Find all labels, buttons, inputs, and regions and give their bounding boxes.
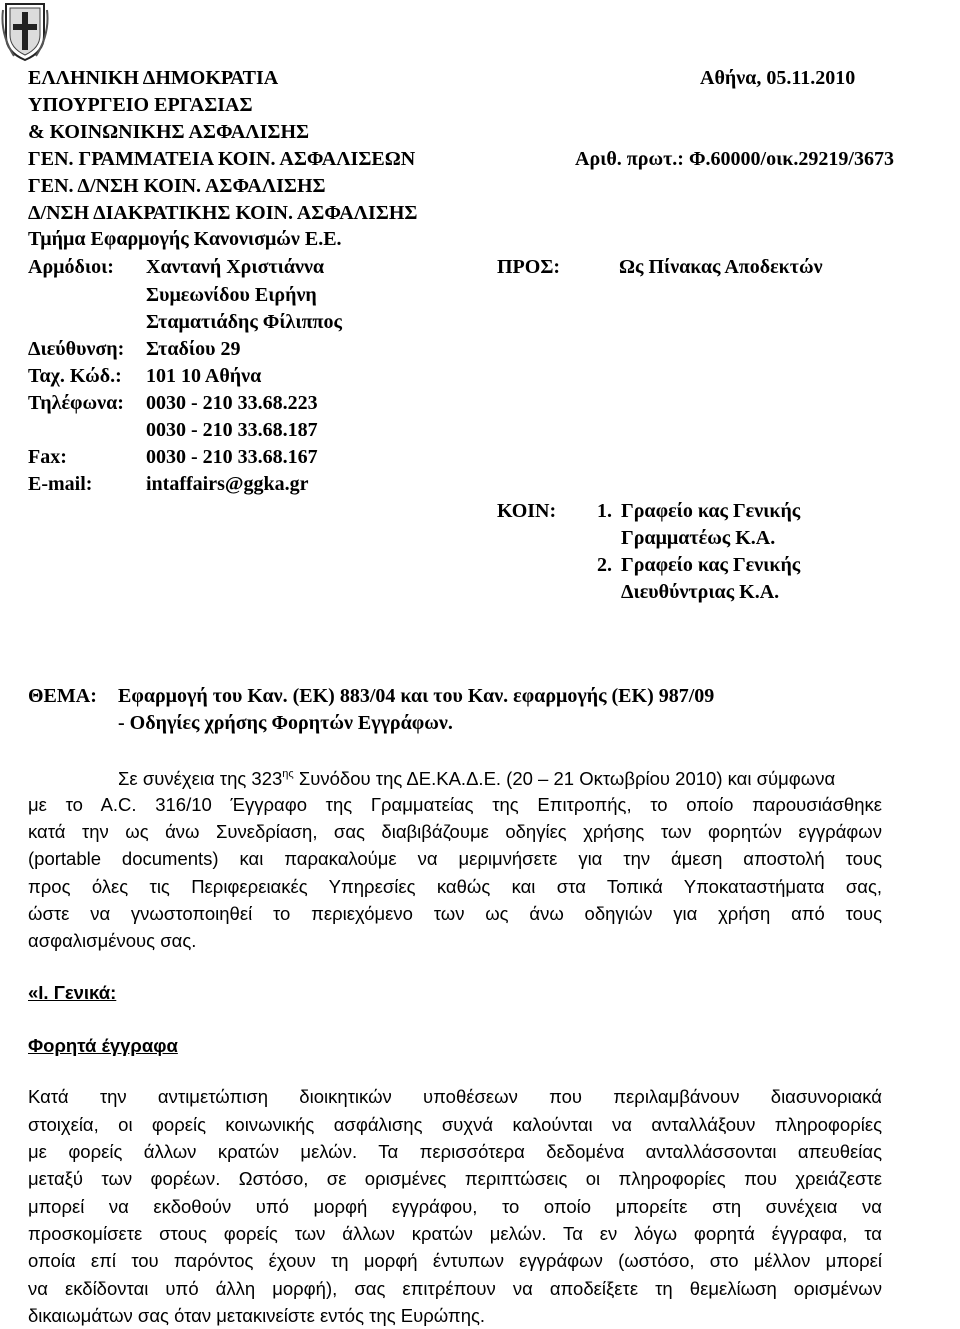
postal-value: 101 10 Αθήνα (146, 365, 262, 387)
protocol-number: Αριθ. πρωτ.: Φ.60000/οικ.29219/3673 (575, 148, 894, 170)
cc-item-number: 2. (597, 554, 612, 576)
cc-item-line: Γραφείο κας Γενικής (621, 554, 801, 576)
intro-superscript: ης (282, 768, 294, 780)
fax-value: 0030 - 210 33.68.167 (146, 446, 318, 468)
cc-item-number: 1. (597, 500, 612, 522)
paragraph-line: να εκδίδονται υπό άλλη μορφή), σας επιτρέπουν να αποδείξετε τη θεμελίωση ορισμένων (28, 1278, 882, 1299)
address-label: Διεύθυνση: (28, 338, 125, 360)
phone-number: 0030 - 210 33.68.223 (146, 392, 318, 414)
paragraph-line: με φορείς άλλων κρατών μελών. Τα περισσότερα δεδομένα ανταλλάσσονται απευθείας (28, 1141, 882, 1162)
header-line: ΥΠΟΥΡΓΕΙΟ ΕΡΓΑΣΙΑΣ (28, 94, 253, 116)
header-line: ΓΕΝ. Δ/ΝΣΗ ΚΟΙΝ. ΑΣΦΑΛΙΣΗΣ (28, 175, 326, 197)
cc-item-line: Γραφείο κας Γενικής (621, 500, 801, 522)
paragraph-line: ώστε να γνωστοποιηθεί το περιεχόμενο των ως άνω οδηγιών για χρήση από τους (28, 903, 882, 924)
email-link[interactable]: intaffairs@ggka.gr (146, 473, 309, 495)
fax-label: Fax: (28, 446, 67, 468)
to-value: Ως Πίνακας Αποδεκτών (619, 256, 823, 278)
email-label: E-mail: (28, 473, 93, 495)
phone-number: 0030 - 210 33.68.187 (146, 419, 318, 441)
header-line: & ΚΟΙΝΩΝΙΚΗΣ ΑΣΦΑΛΙΣΗΣ (28, 121, 310, 143)
subject-line: Εφαρμογή του Καν. (ΕΚ) 883/04 και του Καν. εφαρμογής (ΕΚ) 987/09 (118, 685, 715, 707)
greek-emblem-icon (0, 0, 50, 64)
responsible-name: Χαντανή Χριστιάννα (146, 256, 325, 278)
subject-label: ΘΕΜΑ: (28, 685, 97, 707)
intro-text-end: Συνόδου της ΔΕ.ΚΑ.Δ.Ε. (20 – 21 Οκτωβρίου 2010) και σύμφωνα (293, 768, 836, 789)
subject-line: - Οδηγίες χρήσης Φορητών Εγγράφων. (118, 712, 453, 734)
paragraph-line: δικαιωμάτων σας όταν μετακινείστε εντός της Ευρώπης. (28, 1305, 486, 1326)
paragraph-line: προσκομίσετε στους φορείς των άλλων κρατών μελών. Τα εν λόγω φορητά έγγραφα, τα (28, 1223, 882, 1244)
header-line: Δ/ΝΣΗ ΔΙΑΚΡΑΤΙΚΗΣ ΚΟΙΝ. ΑΣΦΑΛΙΣΗΣ (28, 202, 418, 224)
paragraph-line: προς όλες τις Περιφερειακές Υπηρεσίες καθώς και στα Τοπικά Υποκαταστήματα σας, (28, 876, 882, 897)
cc-item-line: Διευθύντριας Κ.Α. (621, 581, 780, 603)
intro-line (118, 766, 835, 792)
responsible-label: Αρμόδιοι: (28, 256, 114, 278)
responsible-name: Σταματιάδης Φίλιππος (146, 311, 342, 333)
paragraph-line: κατά την ως άνω Συνεδρίαση, σας διαβιβάζουμε οδηγίες χρήσης των φορητών εγγράφων (28, 821, 882, 842)
document-date: Αθήνα, 05.11.2010 (700, 67, 856, 89)
intro-text: Σε συνέχεια της 323 (118, 768, 283, 789)
header-line: Τμήμα Εφαρμογής Κανονισμών Ε.Ε. (28, 228, 342, 250)
postal-label: Ταχ. Κώδ.: (28, 365, 122, 387)
address-value: Σταδίου 29 (146, 338, 241, 360)
paragraph-line: μπορεί να εκδοθούν υπό μορφή εγγράφου, το οποίο μπορείτε στη συνέχεια να (28, 1196, 882, 1217)
paragraph-line: στοιχεία, οι φορείς κοινωνικής ασφάλισης συχνά καλούνται να ανταλλάξουν πληροφορίες (28, 1114, 882, 1135)
paragraph-line: οποία επί του παρόντος έχουν τη μορφή έντυπων εγγράφων (ωστόσο, στο μέλλον μπορεί (28, 1250, 882, 1271)
responsible-name: Συμεωνίδου Ειρήνη (146, 284, 317, 306)
section-title: «Ι. Γενικά: (28, 982, 117, 1003)
subsection-title: Φορητά έγγραφα (28, 1035, 178, 1056)
paragraph-line: Κατά την αντιμετώπιση διοικητικών υποθέσεων που περιλαμβάνουν διασυνοριακά (28, 1086, 882, 1107)
to-label: ΠΡΟΣ: (497, 256, 561, 278)
phones-label: Τηλέφωνα: (28, 392, 124, 414)
paragraph-line: ασφαλισμένους σας. (28, 930, 197, 951)
header-line: ΓΕΝ. ΓΡΑΜΜΑΤΕΙΑ ΚΟΙΝ. ΑΣΦΑΛΙΣΕΩΝ (28, 148, 416, 170)
paragraph-line: μεταξύ των φορέων. Ωστόσο, σε ορισμένες περιπτώσεις οι πληροφορίες που χρειάζεστε (28, 1168, 882, 1189)
header-line: ΕΛΛΗΝΙΚΗ ΔΗΜΟΚΡΑΤΙΑ (28, 67, 279, 89)
paragraph-line: (portable documents) και παρακαλούμε να μεριμνήσετε για την άμεση αποστολή τους (28, 848, 882, 869)
paragraph-line: με το Α.C. 316/10 Έγγραφο της Γραμματείας της Επιτροπής, το οποίο παρουσιάσθηκε (28, 794, 882, 815)
cc-item-line: Γραμματέως Κ.Α. (621, 527, 776, 549)
cc-label: ΚΟΙΝ: (497, 500, 557, 522)
